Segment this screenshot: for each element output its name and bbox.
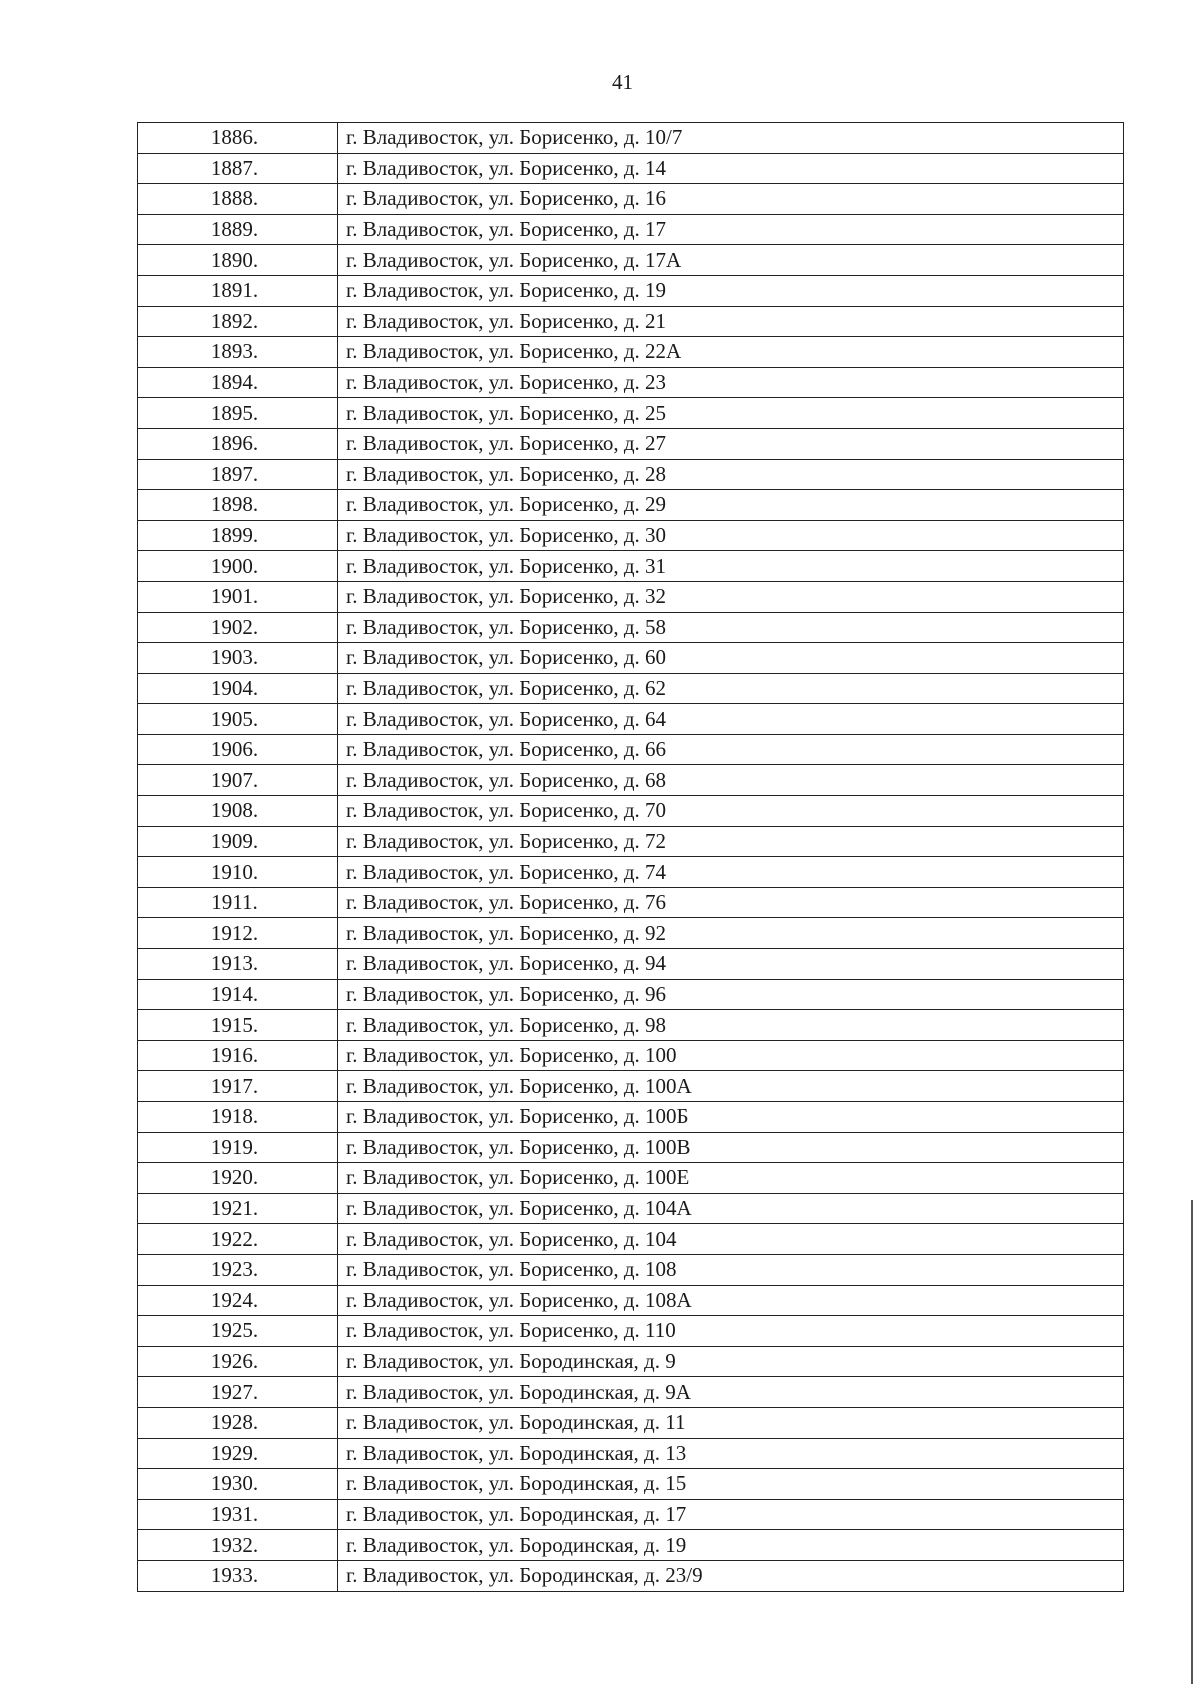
row-address: г. Владивосток, ул. Борисенко, д. 92	[338, 918, 1124, 949]
row-address: г. Владивосток, ул. Борисенко, д. 31	[338, 551, 1124, 582]
row-number: 1923.	[138, 1254, 338, 1285]
row-number: 1893.	[138, 337, 338, 368]
row-address: г. Владивосток, ул. Бородинская, д. 17	[338, 1499, 1124, 1530]
row-address: г. Владивосток, ул. Бородинская, д. 9А	[338, 1377, 1124, 1408]
table-row	[138, 581, 1124, 612]
row-number: 1888.	[138, 184, 338, 215]
row-address: г. Владивосток, ул. Борисенко, д. 74	[338, 857, 1124, 888]
table-row	[138, 153, 1124, 184]
row-number: 1911.	[138, 887, 338, 918]
table-row	[138, 1010, 1124, 1041]
row-number: 1907.	[138, 765, 338, 796]
row-address: г. Владивосток, ул. Бородинская, д. 9	[338, 1346, 1124, 1377]
table-row	[138, 673, 1124, 704]
table-row	[138, 643, 1124, 674]
row-number: 1918.	[138, 1102, 338, 1133]
row-address: г. Владивосток, ул. Борисенко, д. 70	[338, 796, 1124, 827]
row-number: 1892.	[138, 306, 338, 337]
row-number: 1927.	[138, 1377, 338, 1408]
row-number: 1909.	[138, 826, 338, 857]
row-address: г. Владивосток, ул. Борисенко, д. 32	[338, 581, 1124, 612]
row-address: г. Владивосток, ул. Бородинская, д. 15	[338, 1469, 1124, 1500]
row-address: г. Владивосток, ул. Борисенко, д. 100Б	[338, 1102, 1124, 1133]
row-number: 1910.	[138, 857, 338, 888]
row-number: 1887.	[138, 153, 338, 184]
table-row	[138, 1224, 1124, 1255]
row-number: 1902.	[138, 612, 338, 643]
row-number: 1931.	[138, 1499, 338, 1530]
address-table	[137, 122, 1124, 1592]
table-row	[138, 1499, 1124, 1530]
table-row	[138, 214, 1124, 245]
row-address: г. Владивосток, ул. Борисенко, д. 64	[338, 704, 1124, 735]
row-address: г. Владивосток, ул. Бородинская, д. 23/9	[338, 1560, 1124, 1591]
row-address: г. Владивосток, ул. Борисенко, д. 30	[338, 520, 1124, 551]
row-address: г. Владивосток, ул. Борисенко, д. 100	[338, 1040, 1124, 1071]
row-address: г. Владивосток, ул. Борисенко, д. 29	[338, 490, 1124, 521]
table-row	[138, 826, 1124, 857]
table-row	[138, 1407, 1124, 1438]
row-address: г. Владивосток, ул. Борисенко, д. 21	[338, 306, 1124, 337]
row-number: 1924.	[138, 1285, 338, 1316]
address-table-body	[138, 123, 1124, 1592]
row-number: 1925.	[138, 1316, 338, 1347]
row-address: г. Владивосток, ул. Борисенко, д. 94	[338, 949, 1124, 980]
row-address: г. Владивосток, ул. Борисенко, д. 104	[338, 1224, 1124, 1255]
row-number: 1897.	[138, 459, 338, 490]
row-address: г. Владивосток, ул. Борисенко, д. 108А	[338, 1285, 1124, 1316]
row-number: 1932.	[138, 1530, 338, 1561]
row-number: 1905.	[138, 704, 338, 735]
row-number: 1904.	[138, 673, 338, 704]
page-edge-line	[1191, 1200, 1193, 1684]
row-number: 1908.	[138, 796, 338, 827]
table-row	[138, 1560, 1124, 1591]
row-address: г. Владивосток, ул. Борисенко, д. 14	[338, 153, 1124, 184]
table-row	[138, 337, 1124, 368]
table-row	[138, 459, 1124, 490]
row-number: 1912.	[138, 918, 338, 949]
row-number: 1891.	[138, 275, 338, 306]
table-row	[138, 1163, 1124, 1194]
row-address: г. Владивосток, ул. Борисенко, д. 23	[338, 367, 1124, 398]
table-row	[138, 123, 1124, 154]
row-number: 1926.	[138, 1346, 338, 1377]
table-row	[138, 949, 1124, 980]
row-number: 1899.	[138, 520, 338, 551]
row-number: 1919.	[138, 1132, 338, 1163]
table-row	[138, 1316, 1124, 1347]
table-row	[138, 275, 1124, 306]
table-row	[138, 520, 1124, 551]
row-address: г. Владивосток, ул. Борисенко, д. 76	[338, 887, 1124, 918]
row-address: г. Владивосток, ул. Борисенко, д. 22А	[338, 337, 1124, 368]
row-address: г. Владивосток, ул. Борисенко, д. 108	[338, 1254, 1124, 1285]
table-row	[138, 612, 1124, 643]
row-address: г. Владивосток, ул. Борисенко, д. 98	[338, 1010, 1124, 1041]
table-row	[138, 918, 1124, 949]
table-row	[138, 1132, 1124, 1163]
table-row	[138, 306, 1124, 337]
row-number: 1895.	[138, 398, 338, 429]
row-address: г. Владивосток, ул. Бородинская, д. 19	[338, 1530, 1124, 1561]
table-row	[138, 887, 1124, 918]
table-row	[138, 1254, 1124, 1285]
table-row	[138, 367, 1124, 398]
row-number: 1886.	[138, 123, 338, 154]
row-address: г. Владивосток, ул. Борисенко, д. 100А	[338, 1071, 1124, 1102]
row-number: 1917.	[138, 1071, 338, 1102]
row-number: 1922.	[138, 1224, 338, 1255]
table-row	[138, 184, 1124, 215]
table-row	[138, 1193, 1124, 1224]
address-table-container	[137, 122, 1123, 1592]
row-number: 1894.	[138, 367, 338, 398]
row-number: 1898.	[138, 490, 338, 521]
page-number: 41	[612, 70, 633, 94]
row-address: г. Владивосток, ул. Борисенко, д. 27	[338, 428, 1124, 459]
row-number: 1900.	[138, 551, 338, 582]
table-row	[138, 551, 1124, 582]
row-address: г. Владивосток, ул. Борисенко, д. 25	[338, 398, 1124, 429]
table-row	[138, 245, 1124, 276]
row-number: 1913.	[138, 949, 338, 980]
row-address: г. Владивосток, ул. Борисенко, д. 66	[338, 734, 1124, 765]
row-address: г. Владивосток, ул. Борисенко, д. 10/7	[338, 123, 1124, 154]
table-row	[138, 979, 1124, 1010]
row-address: г. Владивосток, ул. Борисенко, д. 100В	[338, 1132, 1124, 1163]
row-number: 1915.	[138, 1010, 338, 1041]
table-row	[138, 428, 1124, 459]
table-row	[138, 1530, 1124, 1561]
row-address: г. Владивосток, ул. Бородинская, д. 13	[338, 1438, 1124, 1469]
row-number: 1914.	[138, 979, 338, 1010]
table-row	[138, 1377, 1124, 1408]
table-row	[138, 1285, 1124, 1316]
row-number: 1933.	[138, 1560, 338, 1591]
row-address: г. Владивосток, ул. Борисенко, д. 62	[338, 673, 1124, 704]
row-address: г. Владивосток, ул. Борисенко, д. 19	[338, 275, 1124, 306]
row-number: 1890.	[138, 245, 338, 276]
row-address: г. Владивосток, ул. Борисенко, д. 60	[338, 643, 1124, 674]
row-number: 1928.	[138, 1407, 338, 1438]
table-row	[138, 704, 1124, 735]
row-number: 1930.	[138, 1469, 338, 1500]
table-row	[138, 1102, 1124, 1133]
row-address: г. Владивосток, ул. Борисенко, д. 17А	[338, 245, 1124, 276]
row-number: 1920.	[138, 1163, 338, 1194]
table-row	[138, 1040, 1124, 1071]
row-number: 1929.	[138, 1438, 338, 1469]
table-row	[138, 398, 1124, 429]
table-row	[138, 490, 1124, 521]
table-row	[138, 796, 1124, 827]
row-address: г. Владивосток, ул. Борисенко, д. 110	[338, 1316, 1124, 1347]
row-number: 1916.	[138, 1040, 338, 1071]
row-address: г. Владивосток, ул. Борисенко, д. 68	[338, 765, 1124, 796]
row-number: 1889.	[138, 214, 338, 245]
row-address: г. Владивосток, ул. Борисенко, д. 17	[338, 214, 1124, 245]
table-row	[138, 1469, 1124, 1500]
row-address: г. Владивосток, ул. Борисенко, д. 16	[338, 184, 1124, 215]
table-row	[138, 1071, 1124, 1102]
row-number: 1906.	[138, 734, 338, 765]
row-address: г. Владивосток, ул. Борисенко, д. 58	[338, 612, 1124, 643]
row-address: г. Владивосток, ул. Борисенко, д. 104А	[338, 1193, 1124, 1224]
table-row	[138, 734, 1124, 765]
row-address: г. Владивосток, ул. Бородинская, д. 11	[338, 1407, 1124, 1438]
row-address: г. Владивосток, ул. Борисенко, д. 28	[338, 459, 1124, 490]
row-address: г. Владивосток, ул. Борисенко, д. 72	[338, 826, 1124, 857]
row-address: г. Владивосток, ул. Борисенко, д. 96	[338, 979, 1124, 1010]
row-address: г. Владивосток, ул. Борисенко, д. 100Е	[338, 1163, 1124, 1194]
table-row	[138, 857, 1124, 888]
table-row	[138, 1346, 1124, 1377]
row-number: 1901.	[138, 581, 338, 612]
row-number: 1903.	[138, 643, 338, 674]
table-row	[138, 765, 1124, 796]
row-number: 1896.	[138, 428, 338, 459]
row-number: 1921.	[138, 1193, 338, 1224]
table-row	[138, 1438, 1124, 1469]
